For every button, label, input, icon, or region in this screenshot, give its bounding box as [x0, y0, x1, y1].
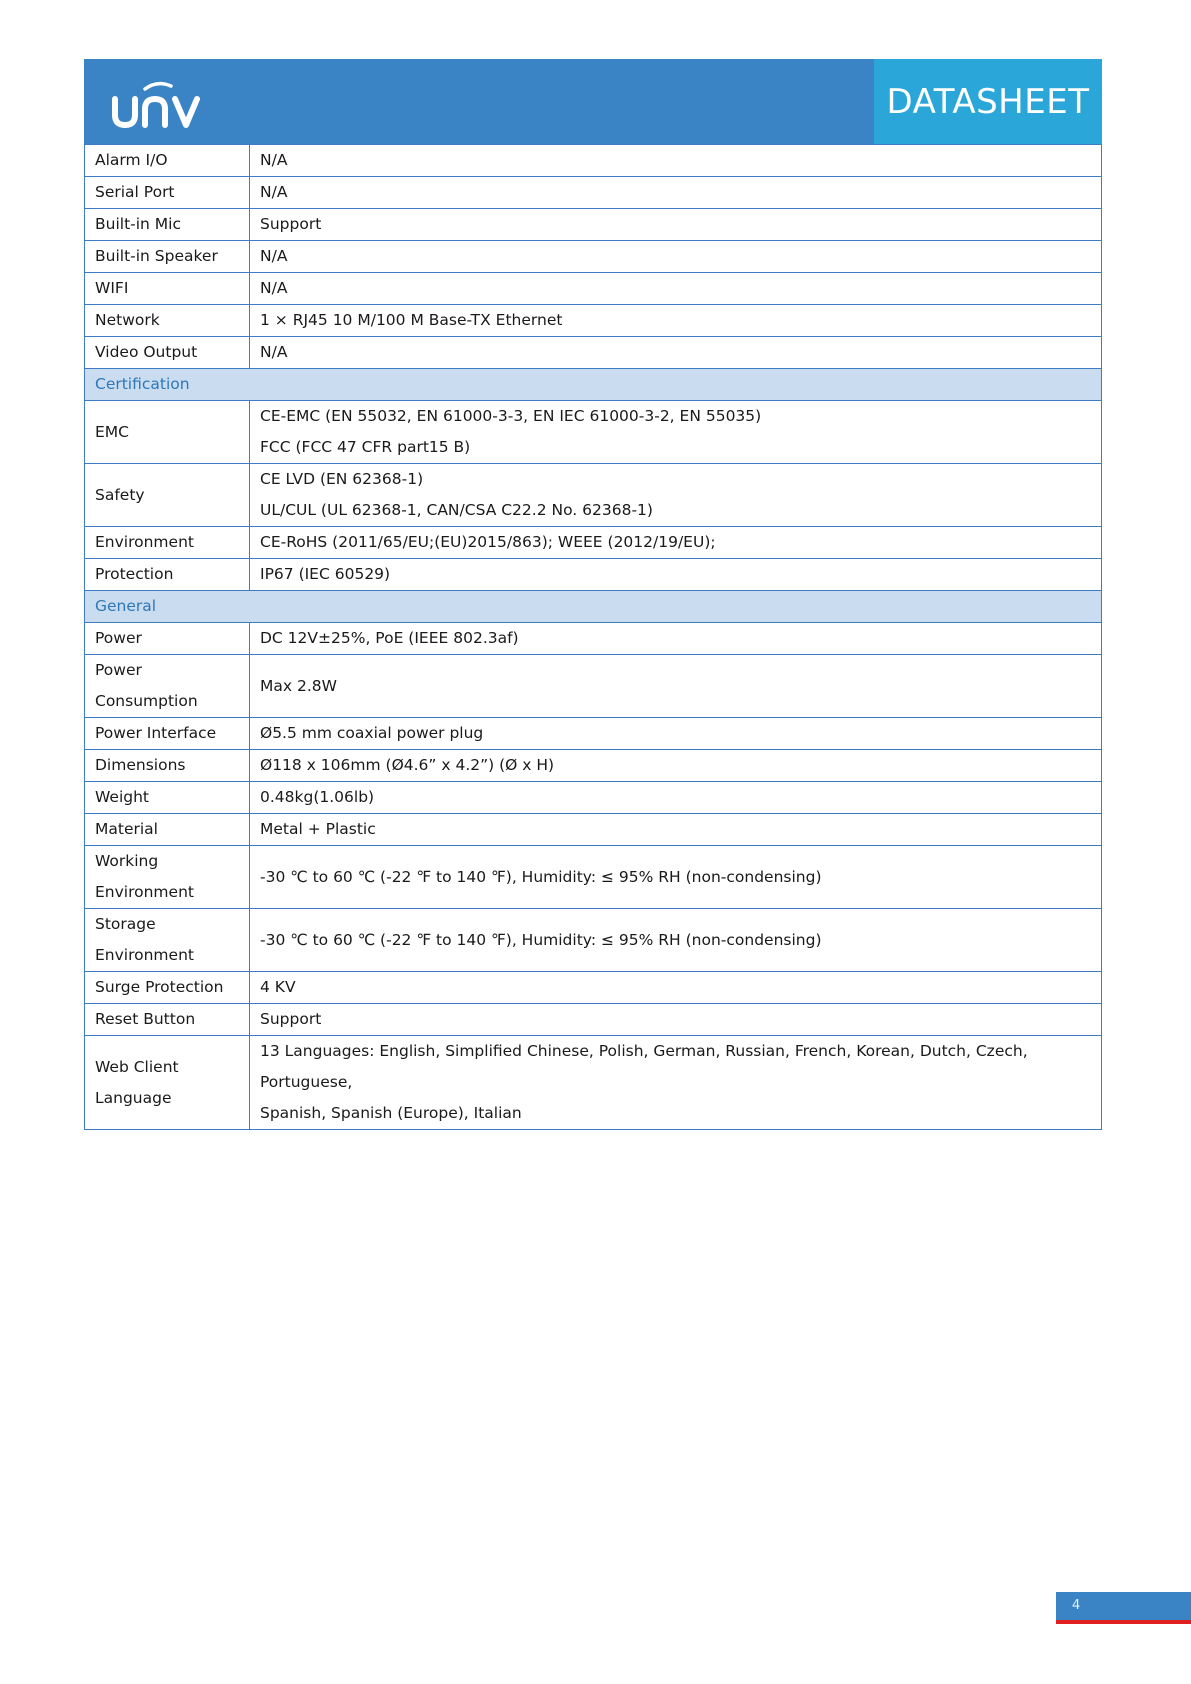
spec-value: N/A: [260, 247, 288, 265]
spec-label-cell: [85, 909, 250, 972]
spec-value: CE LVD (EN 62368-1): [260, 470, 424, 488]
unv-logo: [101, 67, 211, 133]
spec-value-cell: [250, 814, 1102, 846]
spec-row: [85, 846, 1102, 909]
spec-value: N/A: [260, 279, 288, 297]
spec-label: Web Client: [95, 1057, 179, 1076]
spec-value-cell: [250, 623, 1102, 655]
spec-label: Built-in Mic: [95, 215, 181, 233]
spec-value: N/A: [260, 183, 288, 201]
spec-row: [85, 559, 1102, 591]
spec-value: N/A: [260, 343, 288, 361]
spec-label: Power: [95, 629, 142, 647]
spec-value: Support: [260, 215, 322, 233]
spec-value: Metal + Plastic: [260, 820, 376, 838]
spec-label-cell: [85, 305, 250, 337]
spec-value-cell: [250, 177, 1102, 209]
spec-label: Storage: [95, 915, 156, 933]
spec-label: Power: [95, 661, 142, 679]
spec-value-cell: [250, 1004, 1102, 1036]
spec-label-cell: [85, 782, 250, 814]
spec-row: [85, 623, 1102, 655]
spec-value: Support: [260, 1010, 322, 1028]
spec-label-cell: [85, 623, 250, 655]
spec-value: 4 KV: [260, 978, 296, 996]
spec-value: CE-EMC (EN 55032, EN 61000-3-3, EN IEC 61000-3-2, EN 55035): [260, 407, 762, 425]
footer-red-stripe: [1056, 1620, 1191, 1624]
spec-value-cell: [250, 718, 1102, 750]
spec-value: FCC (FCC 47 CFR part15 B): [260, 438, 471, 456]
spec-row: [85, 909, 1102, 972]
spec-row: [85, 177, 1102, 209]
spec-table-body: [85, 145, 1102, 1130]
spec-label: EMC: [95, 422, 129, 441]
spec-value-cell: [250, 972, 1102, 1004]
spec-label: Working: [95, 852, 159, 870]
spec-label-cell: [85, 241, 250, 273]
spec-label: Environment: [95, 883, 194, 901]
spec-value-cell: [250, 145, 1102, 177]
spec-label-cell: [85, 177, 250, 209]
header-bar: [84, 59, 1102, 144]
spec-label-cell: [85, 750, 250, 782]
spec-value: UL/CUL (UL 62368-1, CAN/CSA C22.2 No. 62368-1): [260, 501, 653, 519]
spec-label: WIFI: [95, 279, 129, 297]
spec-value-cell: [250, 209, 1102, 241]
spec-label: Consumption: [95, 692, 198, 710]
logo-area: [84, 59, 874, 144]
spec-label: Material: [95, 820, 158, 838]
section-title: General: [85, 591, 1102, 623]
spec-row: [85, 145, 1102, 177]
spec-row: [85, 273, 1102, 305]
spec-label: Video Output: [95, 343, 198, 361]
spec-label: Language: [95, 1088, 172, 1107]
spec-label: Weight: [95, 788, 150, 806]
spec-value: 0.48kg(1.06lb): [260, 788, 375, 806]
spec-label-cell: [85, 145, 250, 177]
spec-label-cell: [85, 718, 250, 750]
spec-row: [85, 527, 1102, 559]
spec-label: Environment: [95, 946, 194, 964]
spec-value-cell: [250, 464, 1102, 527]
spec-label: Network: [95, 311, 160, 329]
section-header: [85, 369, 1102, 401]
spec-row: [85, 1004, 1102, 1036]
spec-value: Spanish, Spanish (Europe), Italian: [260, 1104, 522, 1122]
spec-value: 13 Languages: English, Simplified Chinese, Polish, German, Russian, French, Korean, Dutch, Czech, Portuguese,: [260, 1042, 1028, 1091]
spec-label-cell: [85, 209, 250, 241]
spec-label-cell: [85, 401, 250, 464]
spec-value-cell: [250, 241, 1102, 273]
spec-table: [84, 144, 1102, 1130]
spec-value-cell: [250, 401, 1102, 464]
spec-label-cell: [85, 559, 250, 591]
page-number: 4: [1072, 1598, 1081, 1613]
spec-value: Ø118 x 106mm (Ø4.6” x 4.2”) (Ø x H): [260, 756, 555, 774]
spec-value-cell: [250, 750, 1102, 782]
spec-label: Surge Protection: [95, 978, 224, 996]
spec-label-cell: [85, 972, 250, 1004]
spec-row: [85, 401, 1102, 464]
spec-label-cell: [85, 1004, 250, 1036]
spec-label-cell: [85, 814, 250, 846]
spec-row: [85, 464, 1102, 527]
spec-row: [85, 337, 1102, 369]
spec-label: Alarm I/O: [95, 151, 168, 169]
spec-value: N/A: [260, 151, 288, 169]
spec-value-cell: [250, 782, 1102, 814]
spec-value: CE-RoHS (2011/65/EU;(EU)2015/863); WEEE (2012/19/EU);: [260, 533, 716, 551]
spec-value-cell: [250, 559, 1102, 591]
spec-row: [85, 241, 1102, 273]
spec-row: [85, 972, 1102, 1004]
spec-value-cell: [250, 909, 1102, 972]
spec-value-cell: [250, 305, 1102, 337]
spec-label-cell: [85, 846, 250, 909]
spec-label: Built-in Speaker: [95, 247, 218, 265]
spec-label-cell: [85, 655, 250, 718]
spec-label-cell: [85, 464, 250, 527]
section-header: [85, 591, 1102, 623]
spec-row: [85, 814, 1102, 846]
spec-value: Max 2.8W: [260, 676, 337, 695]
spec-label-cell: [85, 1036, 250, 1130]
spec-value: Ø5.5 mm coaxial power plug: [260, 724, 484, 742]
spec-label-cell: [85, 337, 250, 369]
spec-label: Serial Port: [95, 183, 175, 201]
spec-row: [85, 655, 1102, 718]
spec-label: Reset Button: [95, 1010, 196, 1028]
spec-row: [85, 209, 1102, 241]
section-title: Certification: [85, 369, 1102, 401]
spec-value: -30 ℃ to 60 ℃ (-22 ℉ to 140 ℉), Humidity: ≤ 95% RH (non-condensing): [260, 930, 822, 949]
spec-row: [85, 718, 1102, 750]
datasheet-label: DATASHEET: [874, 59, 1102, 144]
spec-value-cell: [250, 846, 1102, 909]
spec-label-cell: [85, 273, 250, 305]
spec-row: [85, 305, 1102, 337]
spec-label: Safety: [95, 485, 145, 504]
spec-value: 1 × RJ45 10 M/100 M Base-TX Ethernet: [260, 311, 563, 329]
spec-label: Power Interface: [95, 724, 217, 742]
spec-label: Protection: [95, 565, 174, 583]
spec-row: [85, 782, 1102, 814]
spec-value-cell: [250, 337, 1102, 369]
spec-value-cell: [250, 273, 1102, 305]
spec-label-cell: [85, 527, 250, 559]
spec-row: [85, 1036, 1102, 1130]
spec-label: Environment: [95, 533, 194, 551]
page-number-bar: [1056, 1592, 1191, 1620]
spec-value: -30 ℃ to 60 ℃ (-22 ℉ to 140 ℉), Humidity: ≤ 95% RH (non-condensing): [260, 867, 822, 886]
spec-value: DC 12V±25%, PoE (IEEE 802.3af): [260, 629, 519, 647]
spec-value-cell: [250, 1036, 1102, 1130]
spec-value-cell: [250, 527, 1102, 559]
spec-row: [85, 750, 1102, 782]
spec-label: Dimensions: [95, 756, 186, 774]
spec-value-cell: [250, 655, 1102, 718]
spec-value: IP67 (IEC 60529): [260, 565, 391, 583]
